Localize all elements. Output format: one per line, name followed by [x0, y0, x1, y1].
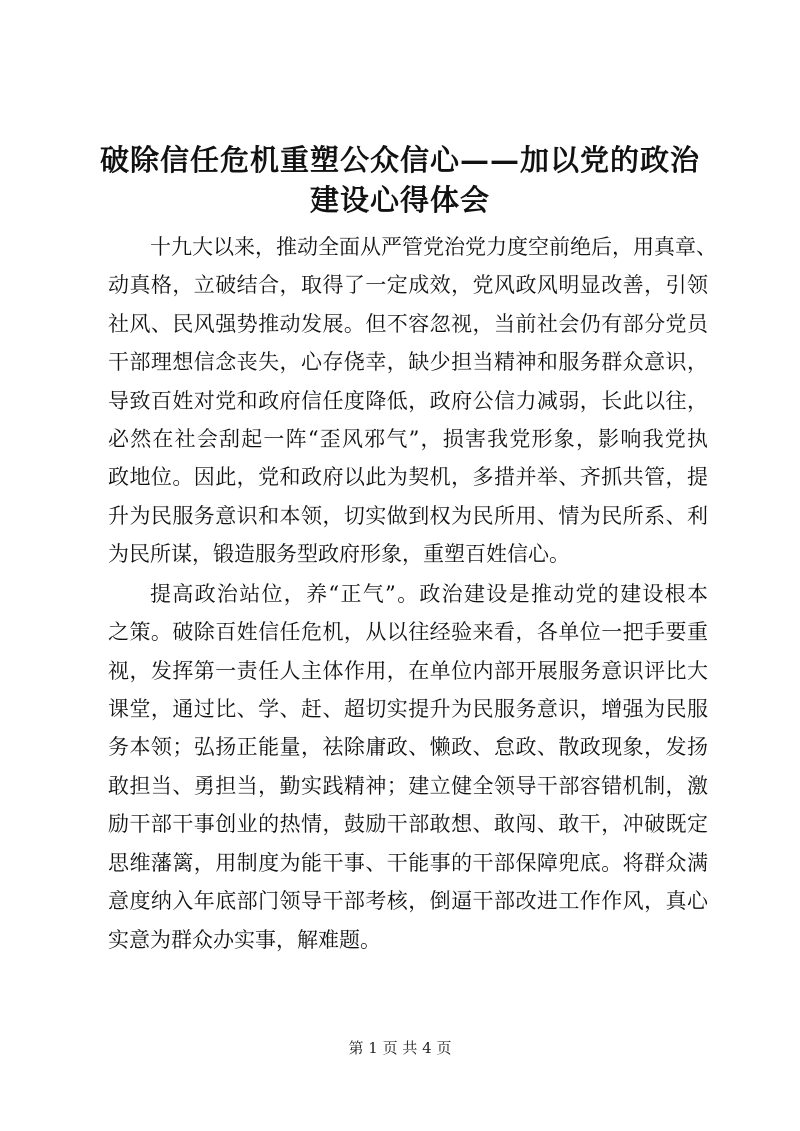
paragraph-1-line-9: 为民所谋，锻造服务型政府形象，重塑百姓信心。 [108, 542, 570, 567]
paragraph-2-line-5: 务本领；弘扬正能量，祛除庸政、懒政、怠政、散政现象，发扬 [108, 735, 708, 760]
paragraph-2-line-2: 之策。破除百姓信任危机，从以往经验来看，各单位一把手要重 [108, 620, 708, 645]
paragraph-1-line-4: 干部理想信念丧失，心存侥幸，缺少担当精神和服务群众意识， [108, 350, 708, 375]
title-line-1: 破除信任危机重塑公众信心——加以党的政治 [99, 143, 700, 177]
paragraph-2 [108, 575, 708, 959]
paragraph-2-line-8: 思维藩篱，用制度为能干事、干能事的干部保障兜底。将群众满 [108, 850, 708, 875]
paragraph-2-line-9: 意度纳入年底部门领导干部考核，倒逼干部改进工作作风，真心 [108, 889, 708, 914]
document-title [90, 140, 710, 220]
title-line-2: 建设心得体会 [309, 183, 490, 217]
paragraph-1-line-3: 社风、民风强势推动发展。但不容忽视，当前社会仍有部分党员 [108, 311, 708, 336]
paragraph-1-line-6: 必然在社会刮起一阵“歪风邪气”，损害我党形象，影响我党执 [108, 427, 708, 452]
paragraph-2-line-4: 课堂，通过比、学、赶、超切实提升为民服务意识，增强为民服 [108, 697, 708, 722]
paragraph-2-line-10: 实意为群众办实事，解难题。 [108, 927, 381, 952]
paragraph-2-line-7: 励干部干事创业的热情，鼓励干部敢想、敢闯、敢干，冲破既定 [108, 812, 708, 837]
document-body [108, 228, 717, 959]
page-number-footer: 第 1 页 共 4 页 [348, 1039, 452, 1057]
paragraph-1-line-2: 动真格，立破结合，取得了一定成效，党风政风明显改善，引领 [108, 273, 708, 298]
paragraph-2-line-6: 敢担当、勇担当，勤实践精神；建立健全领导干部容错机制，激 [108, 773, 708, 798]
paragraph-2-line-1: 提高政治站位，养“正气”。政治建设是推动党的建设根本 [150, 581, 708, 606]
paragraph-1-line-7: 政地位。因此，党和政府以此为契机，多措并举、齐抓共管，提 [108, 465, 708, 490]
paragraph-1 [108, 228, 717, 574]
paragraph-1-line-1: 十九大以来，推动全面从严管党治党力度空前绝后，用真章、 [150, 235, 717, 259]
paragraph-2-line-3: 视，发挥第一责任人主体作用，在单位内部开展服务意识评比大 [108, 658, 708, 683]
paragraph-1-line-5: 导致百姓对党和政府信任度降低，政府公信力减弱，长此以往， [108, 388, 708, 413]
paragraph-1-line-8: 升为民服务意识和本领，切实做到权为民所用、情为民所系、利 [108, 503, 708, 528]
